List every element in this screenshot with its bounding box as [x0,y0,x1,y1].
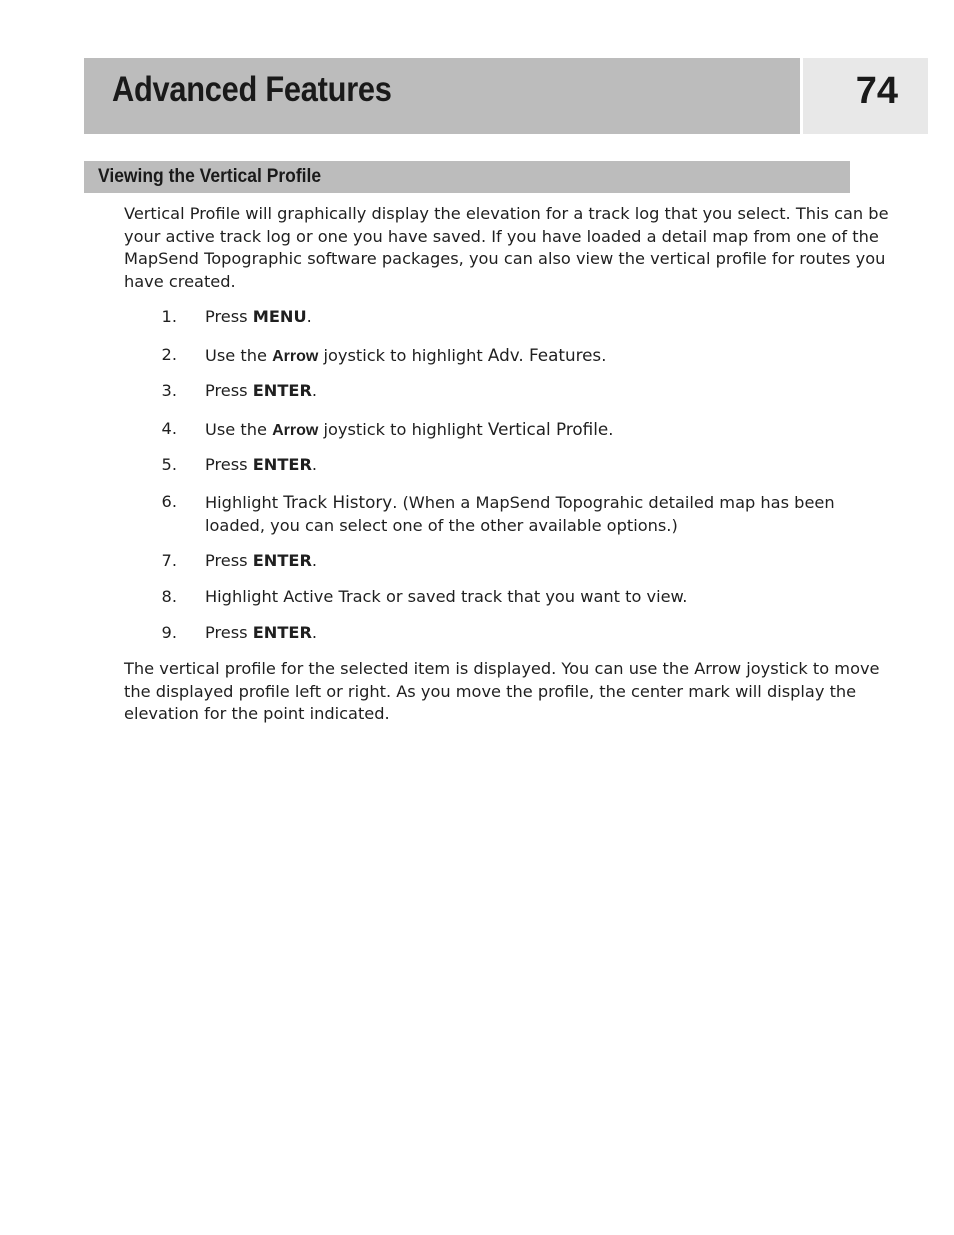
section-header [84,161,850,193]
intro-paragraph: Vertical Profile will graphically display the elevation for a track log that you select. This can be your active track log or one you have saved. If you have loaded a detail map from one of the MapSend Topographic software packages, you can also view the vertical profile for routes you have created. [124,204,889,291]
step-text: Use the Arrow joystick to highlight Adv. Features. [205,345,607,365]
step-text: Press ENTER. [205,381,318,400]
step-number: 4. [161,419,177,438]
step-number: 5. [161,455,177,474]
step-number: 7. [161,551,177,570]
step-text: Highlight Track History. (When a MapSend Topograhic detailed map has been loaded, you can select one of the other available options.) [205,492,835,535]
step-number: 2. [161,345,177,364]
outro-paragraph: The vertical profile for the selected item is displayed. You can use the Arrow joystick to move the displayed profile left or right. As you move the profile, the center mark will display the elevation for the point indicated. [124,659,880,723]
step-text: Press MENU. [205,307,312,326]
page-number-box [803,58,928,134]
step-number: 9. [161,623,177,642]
step-text: Use the Arrow joystick to highlight Vertical Profile. [205,419,614,439]
step-text: Press ENTER. [205,455,318,474]
chapter-header [84,58,800,134]
step-text: Press ENTER. [205,623,318,642]
page-number: 74 [855,70,898,112]
step-number: 3. [161,381,177,400]
section-title: Viewing the Vertical Profile [98,166,322,187]
page-title: Advanced Features [112,70,392,109]
step-number: 1. [161,307,177,326]
step-number: 6. [161,492,177,511]
step-text: Press ENTER. [205,551,318,570]
step-number: 8. [161,587,177,606]
step-text: Highlight Active Track or saved track that you want to view. [205,587,688,606]
